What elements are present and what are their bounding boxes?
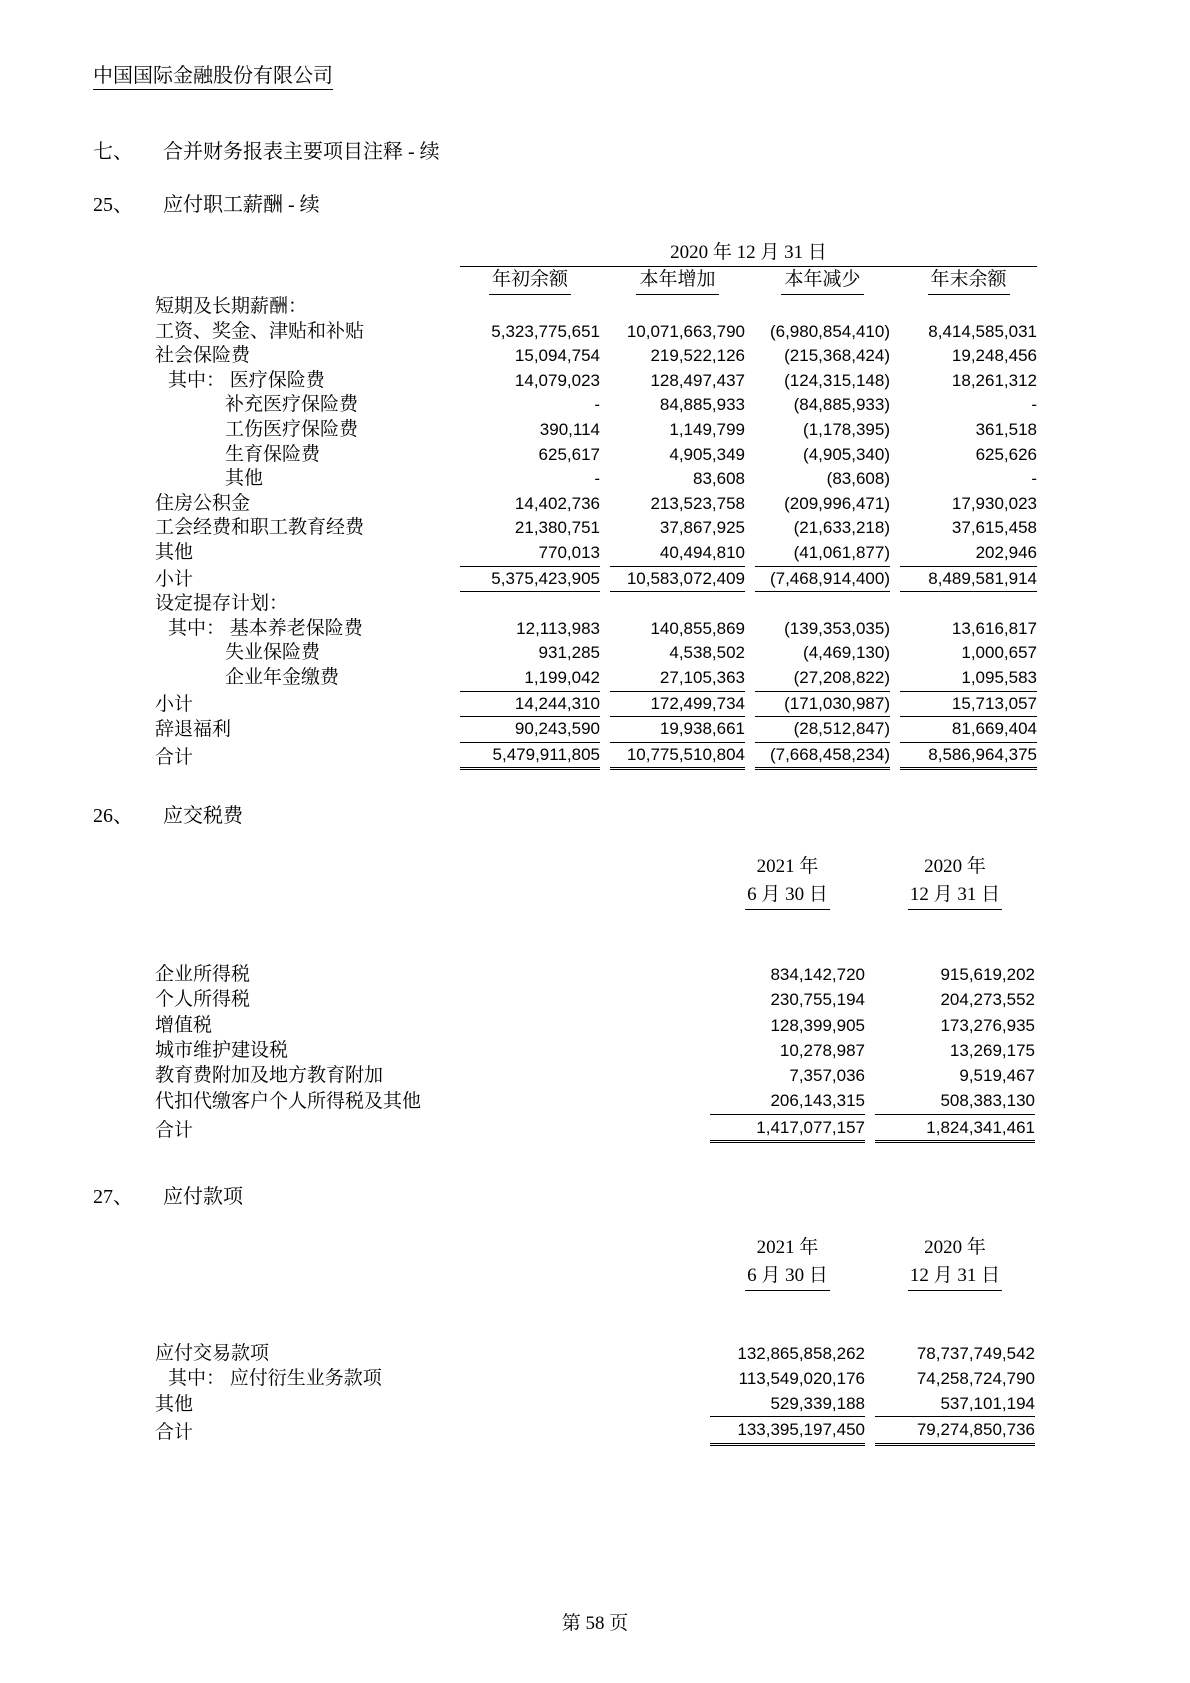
table-row [155,516,1037,541]
row-label: 辞退福利 [155,719,232,741]
row-value: 14,402,736 [514,493,600,513]
empty-cell [155,852,700,879]
date-header-jun30: 6 月 30 日 [710,1260,865,1291]
column-header-decreases: 本年减少 [755,267,890,295]
row-value: 78,737,749,542 [916,1343,1035,1363]
row-value: 204,273,552 [940,990,1035,1010]
spacer-row [155,1291,1035,1341]
row-value: 15,094,754 [514,346,600,366]
row-value: 915,619,202 [940,965,1035,985]
row-value: 508,383,130 [875,1088,1035,1114]
row-value: - [1031,469,1038,489]
row-value: (7,668,458,234) [755,743,890,771]
row-label: 小计 [155,693,194,715]
table-row [155,1038,1035,1063]
table-row [155,1013,1035,1038]
note25-title: 应付职工薪酬 - 续 [163,194,320,216]
row-label: 应付交易款项 [155,1342,270,1364]
row-label: 小计 [155,568,194,590]
row-value [610,295,745,320]
page-number: 第 58 页 [561,1613,629,1634]
row-value: (4,469,130) [803,643,890,663]
note25-table [145,239,1047,770]
table-row [155,566,1037,593]
row-value: 37,615,458 [951,518,1038,538]
row-value: 10,278,987 [779,1040,865,1060]
row-value: 18,261,312 [951,370,1038,390]
empty-cell [155,1260,700,1291]
row-value: (209,996,471) [784,493,890,513]
row-value [900,295,1037,320]
table-row [155,1115,1035,1143]
row-value [755,592,890,617]
table-row [155,666,1037,691]
column-header-additions: 本年增加 [610,267,745,295]
row-value: (83,608) [826,469,890,489]
row-value: 128,497,437 [650,370,745,390]
row-value: 113,549,020,176 [738,1368,865,1388]
row-value: (28,512,847) [755,717,890,743]
row-value: 770,013 [538,542,600,562]
year-header-2021: 2021 年 [756,1236,819,1258]
row-value: 10,071,663,790 [626,321,745,341]
table-row [155,393,1037,418]
note27-table [145,1233,1045,1446]
period-header-row [155,239,1037,267]
row-value: 9,519,467 [959,1066,1035,1086]
row-value: 128,399,905 [770,1015,865,1035]
row-value: 10,583,072,409 [610,566,745,593]
note26-title: 应交税费 [163,805,243,828]
row-label: 住房公积金 [155,492,251,514]
note27-rows [155,1341,1035,1446]
table-row [155,467,1037,492]
row-value: (7,468,914,400) [755,566,890,593]
row-value: (215,368,424) [784,346,890,366]
row-value: (1,178,395) [803,419,890,439]
row-value: 1,417,077,157 [710,1115,865,1143]
row-value: 1,149,799 [669,419,745,439]
period-header: 2020 年 12 月 31 日 [460,239,1037,267]
row-value: 14,244,310 [460,691,600,718]
row-value: 5,323,775,651 [491,321,600,341]
note27-number: 27、 [93,1185,133,1208]
row-value: 7,357,036 [789,1066,865,1086]
row-value: 81,669,404 [900,717,1037,743]
row-label: 其他 [155,1394,194,1416]
year-header-row [155,1233,1035,1260]
row-value: - [1031,395,1038,415]
row-value: (4,905,340) [803,444,890,464]
empty-cell [155,1233,700,1260]
table-row [155,320,1037,345]
table-row [155,592,1037,617]
row-value: 84,885,933 [659,395,745,415]
row-value: 1,095,583 [961,667,1038,687]
row-value: 361,518 [975,419,1038,439]
row-label: 生育保险费 [225,443,321,465]
section-title: 合并财务报表主要项目注释 - 续 [163,141,440,163]
table-row [155,1063,1035,1088]
note26-rows [155,962,1035,1142]
row-value: - [594,395,600,415]
year-header-row [155,852,1035,879]
year-header-2020: 2020 年 [924,856,986,878]
note25-rows [155,295,1037,770]
row-value [460,592,600,617]
row-value: 14,079,023 [514,370,600,390]
row-value: 79,274,850,736 [875,1417,1035,1445]
row-label: 企业所得税 [155,964,251,986]
row-value: 5,375,423,905 [460,566,600,593]
table-row [155,641,1037,666]
row-label: 代扣代缴客户个人所得税及其他 [155,1091,422,1113]
row-value [460,295,600,320]
row-value: 12,113,983 [516,618,600,638]
table-row [155,1341,1035,1366]
row-value: 17,930,023 [951,493,1038,513]
row-label: 教育费附加及地方教育附加 [155,1065,384,1087]
row-value: 537,101,194 [875,1391,1035,1417]
row-label: 失业保险费 [225,642,321,664]
row-label: 合计 [155,1119,194,1141]
date-header-row [155,1260,1035,1291]
table-row [155,1366,1035,1391]
row-label: 合计 [155,746,194,768]
date-header-dec31: 12 月 31 日 [875,879,1035,910]
row-label: 城市维护建设税 [155,1039,289,1061]
row-value [900,592,1037,617]
row-value: 19,248,456 [951,346,1038,366]
row-value: 132,865,858,262 [737,1343,865,1363]
row-value: 4,538,502 [669,643,745,663]
row-value: 21,380,751 [514,518,600,538]
row-value: 13,616,817 [951,618,1038,638]
table-row [155,492,1037,517]
row-label: 工资、奖金、津贴和补贴 [155,320,365,342]
row-label: 其中： 应付衍生业务款项 [168,1367,382,1389]
row-value: 1,199,042 [524,667,600,687]
row-value: (171,030,987) [755,691,890,718]
column-header-closing: 年末余额 [900,267,1037,295]
table-row [155,1417,1035,1445]
year-header-2020: 2020 年 [924,1236,986,1258]
table-row [155,617,1037,642]
table-row [155,717,1037,743]
empty-cell [155,879,700,910]
row-value: (6,980,854,410) [769,321,890,341]
note26-table [145,852,1045,1142]
table-row [155,691,1037,718]
row-value: (124,315,148) [784,370,890,390]
row-value: 8,586,964,375 [900,743,1037,771]
date-header-dec31: 12 月 31 日 [875,1260,1035,1291]
empty-cell [155,267,450,295]
note26-number: 26、 [93,805,133,828]
row-value: 40,494,810 [659,542,745,562]
row-value: 10,775,510,804 [610,743,745,771]
row-label: 其中： 基本养老保险费 [168,617,363,639]
row-value: 8,414,585,031 [928,321,1038,341]
table-row [155,1088,1035,1114]
table-row [155,962,1035,987]
row-value: (21,633,218) [793,518,890,538]
table-row [155,295,1037,320]
row-value: 230,755,194 [770,990,865,1010]
row-label: 其中： 医疗保险费 [168,369,325,391]
note25-heading [93,193,1190,217]
row-label: 工会经费和职工教育经费 [155,517,365,539]
row-label: 设定提存计划： [155,593,289,615]
row-value: 19,938,661 [610,717,745,743]
row-value: 5,479,911,805 [460,743,600,771]
row-label: 工伤医疗保险费 [225,418,359,440]
row-value: 202,946 [975,542,1038,562]
row-label: 社会保险费 [155,345,251,367]
row-value: 1,000,657 [961,643,1038,663]
table-row [155,743,1037,771]
row-value: 4,905,349 [669,444,745,464]
table-row [155,987,1035,1012]
row-value: 8,489,581,914 [900,566,1037,593]
row-value: 529,339,188 [710,1391,865,1417]
spacer-row [155,910,1035,962]
row-value: 1,824,341,461 [875,1115,1035,1143]
row-value: 219,522,126 [650,346,745,366]
row-label: 企业年金缴费 [225,666,340,688]
row-value: 74,258,724,790 [916,1368,1035,1388]
row-value: (139,353,035) [784,618,890,638]
note27-heading [93,1185,1190,1209]
section-heading [93,140,1190,164]
company-name: 中国国际金融股份有限公司 [93,64,333,90]
row-value: 172,499,734 [610,691,745,718]
row-value: (27,208,822) [793,667,890,687]
table-row [155,344,1037,369]
table-row [155,541,1037,566]
row-value: 13,269,175 [949,1040,1035,1060]
row-label: 其他 [225,468,264,490]
row-value: 15,713,057 [900,691,1037,718]
row-label: 个人所得税 [155,989,251,1011]
row-value: 83,608 [693,469,745,489]
row-value: 390,114 [539,419,600,439]
row-value: 173,276,935 [940,1015,1035,1035]
row-value: (41,061,877) [793,542,890,562]
column-header-row [155,267,1037,295]
row-label: 合计 [155,1422,194,1444]
note25-number: 25、 [93,194,133,216]
note26-heading [93,804,1190,828]
table-row [155,418,1037,443]
section-number: 七、 [93,141,133,163]
column-header-opening: 年初余额 [460,267,600,295]
row-value: 834,142,720 [770,965,865,985]
row-label: 其他 [155,541,194,563]
row-value: 213,523,758 [650,493,745,513]
date-header-row [155,879,1035,910]
row-value: 133,395,197,450 [710,1417,865,1445]
year-header-2021: 2021 年 [756,856,819,878]
row-value: - [594,469,600,489]
row-value: 206,143,315 [710,1088,865,1114]
row-value [610,592,745,617]
table-row [155,1391,1035,1417]
row-value: 37,867,925 [659,518,745,538]
row-value: (84,885,933) [793,395,890,415]
row-value: 625,626 [975,444,1038,464]
row-value: 931,285 [538,643,600,663]
row-value: 27,105,363 [659,667,745,687]
row-label: 补充医疗保险费 [225,394,359,416]
date-header-jun30: 6 月 30 日 [710,879,865,910]
row-value [755,295,890,320]
empty-cell [155,239,450,267]
table-row [155,369,1037,394]
row-value: 140,855,869 [650,618,745,638]
row-label: 增值税 [155,1014,213,1036]
row-value: 625,617 [538,444,600,464]
table-row [155,443,1037,468]
note27-title: 应付款项 [163,1185,243,1208]
row-label: 短期及长期薪酬： [155,296,308,317]
row-value: 90,243,590 [460,717,600,743]
